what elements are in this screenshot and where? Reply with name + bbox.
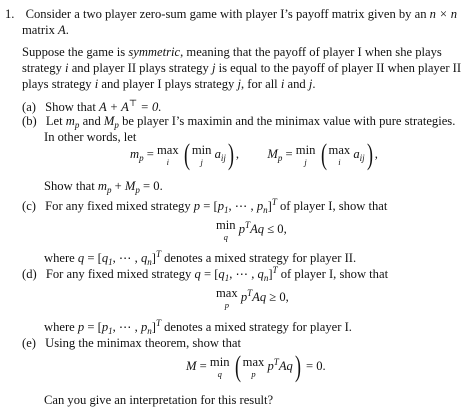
intro-text-2: matrix xyxy=(22,23,55,37)
part-d-equation: max p $p^TAq \ge 0$, xyxy=(216,286,289,310)
problem-intro-line-1 xyxy=(5,8,457,21)
symmetric-text-1: Suppose the game is xyxy=(22,45,126,59)
part-b-line-1: (b) Let $m_p$ and $M_p$ be player I’s maximin and the minimax value with pure strategies. xyxy=(22,114,456,130)
part-e-question xyxy=(44,394,273,407)
part-b-equation: $m_p$ = max i ( min j $a_{ij}$) , $M_p$ = min j ( max i $a_{ij}$) , xyxy=(130,138,378,171)
part-a-text: Show that xyxy=(45,100,96,115)
part-e-equation: M = min q ( max p $p^TAq) = 0$. xyxy=(186,350,326,383)
problem-intro-line-2 xyxy=(22,24,69,37)
part-c-equation: min q $p^TAq \le 0$, xyxy=(216,218,287,242)
part-c-where: where $q = [q_1$, ⋯ , $q_n]^T$ denotes a mixed strategy for player II. xyxy=(44,249,357,267)
part-d-label: (d) xyxy=(22,267,37,281)
symmetric-text-2: , meaning that the payoff of player I when she plays xyxy=(180,45,442,59)
symmetric-text-4: and player II plays strategy xyxy=(71,61,209,75)
symmetric-line-3: plays strategy i and player I plays strategy j, for all i and j. xyxy=(22,77,316,91)
symmetric-text-5: is equal to the payoff of player II when player II xyxy=(218,61,462,75)
part-b-text-4: In other words, let xyxy=(44,130,137,144)
part-d-line-1: (d) For any fixed mixed strategy $q = [q_1$, ⋯ , $q_n]^T$ of player I, show that xyxy=(22,265,389,283)
part-a-formula: A + A⊤ = 0. xyxy=(99,98,162,115)
part-e-text: Using the minimax theorem, show that xyxy=(45,336,242,350)
part-c-label: (c) xyxy=(22,199,36,213)
symmetric-text-8: , for all xyxy=(240,77,278,91)
symmetric-text-7: and player I plays strategy xyxy=(101,77,235,91)
problem-number: 1. xyxy=(5,7,15,21)
part-d-text-1: For any fixed mixed strategy xyxy=(45,267,192,281)
part-d-text-2: of player I, show that xyxy=(280,267,389,281)
part-e-question-text: Can you give an interpretation for this result? xyxy=(44,393,274,407)
part-c-line-1: (c) For any fixed mixed strategy $p = [p_1$, ⋯ , $p_n]^T$ of player I, show that xyxy=(22,197,388,215)
part-d-where: where $p = [p_1$, ⋯ , $p_n]^T$ denotes a mixed strategy for player I. xyxy=(44,318,352,336)
part-e-label: (e) xyxy=(22,336,36,350)
intro-text-1: Consider a two player zero-sum game with player I’s payoff matrix given by an xyxy=(25,7,427,21)
period: . xyxy=(65,23,69,37)
matrix-size: n × n xyxy=(429,7,458,21)
part-d-where-1: where xyxy=(44,320,75,334)
part-b-text-2: and xyxy=(82,114,101,128)
part-e-line-1 xyxy=(22,337,241,350)
symmetric-line-1 xyxy=(22,46,442,59)
part-b-text-3: be player I’s maximin and the minimax value with pure strategies. xyxy=(122,114,456,128)
part-b-show: Show that $m_p + M_p = 0$. xyxy=(44,179,163,195)
part-c-text-1: For any fixed mixed strategy xyxy=(45,199,191,213)
part-b-label: (b) xyxy=(22,114,37,128)
symmetric-word: symmetric xyxy=(128,45,181,59)
symmetric-line-2: strategy i and player II plays strategy j is equal to the payoff of player II when player II xyxy=(22,61,462,75)
part-c-text-2: of player I, show that xyxy=(280,199,388,213)
part-a-label: (a) xyxy=(22,100,36,115)
part-c-where-2: denotes a mixed strategy for player II. xyxy=(164,251,357,265)
part-b-text-1: Let xyxy=(45,114,63,128)
part-b-line-2 xyxy=(44,131,136,144)
part-c-where-1: where xyxy=(44,251,75,265)
part-a xyxy=(22,99,161,114)
symmetric-text-6: plays strategy xyxy=(22,77,92,91)
part-d-where-2: denotes a mixed strategy for player I. xyxy=(164,320,352,334)
symmetric-text-9: and xyxy=(287,77,306,91)
part-b-show-text: Show that xyxy=(44,179,95,193)
matrix-A: A xyxy=(58,23,66,37)
symmetric-text-3: strategy xyxy=(22,61,62,75)
